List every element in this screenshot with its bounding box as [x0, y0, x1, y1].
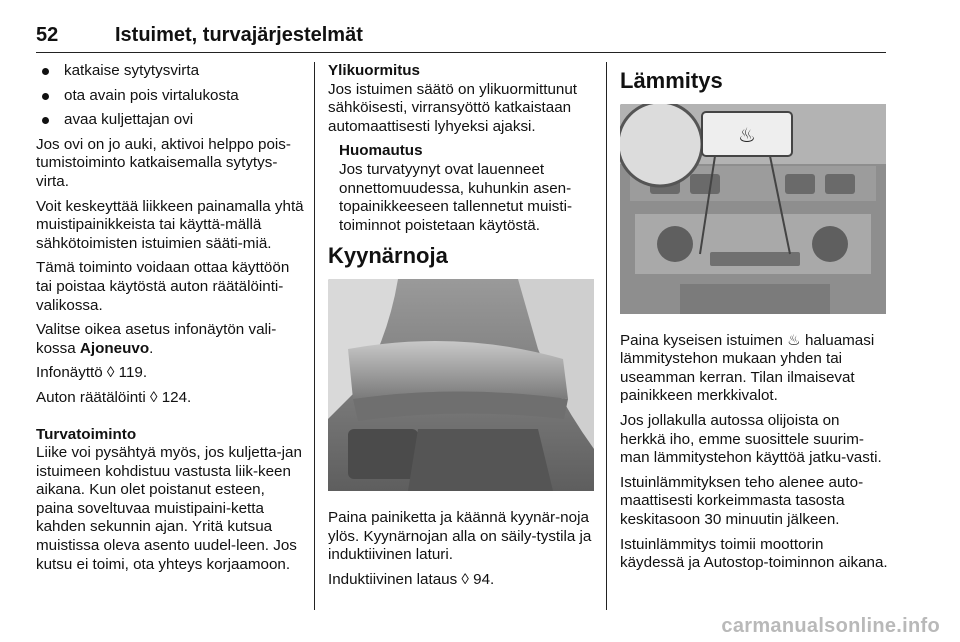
paragraph: Jos ovi on jo auki, aktivoi helppo pois-tumistoiminto katkaisemalla sytytys-virta. [36, 135, 291, 190]
page-title: Istuimet, turvajärjestelmät [115, 24, 363, 46]
bullet-icon [42, 93, 49, 100]
column-divider [606, 62, 607, 610]
paragraph: Tämä toiminto voidaan ottaa käyttöön tai poistaa käytöstä auton räätälöinti-valikossa. [36, 259, 290, 314]
svg-text:♨: ♨ [738, 123, 756, 147]
cross-reference[interactable]: Infonäyttö ◊ 119. [36, 364, 148, 382]
page-number: 52 [36, 24, 59, 46]
paragraph: Voit keskeyttää liikkeen painamalla yhtä muistipainikkeista tai käyttä-mällä sähkötoimisten istuimien sääti-miä. [36, 197, 304, 252]
paragraph: Paina kyseisen istuimen ♨ haluamasi lämmitystehon mukaan yhden tai useamman kerran. Tilan ilmaisevat painikkeen merkkivalot. [620, 331, 875, 405]
section-heading: Lämmitys [620, 68, 723, 93]
watermark: carmanualsonline.info [721, 615, 940, 637]
paragraph: Paina painiketta ja käännä kyynär-noja ylös. Kyynärnojan alla on säily-tystila ja induktiivinen laturi. [328, 508, 592, 564]
seat-heating-photo [620, 104, 888, 320]
subheading: Turvatoiminto [36, 425, 137, 443]
column-right [620, 62, 888, 579]
list-item: katkaise sytytysvirta [36, 62, 304, 81]
cross-reference[interactable]: Induktiivinen lataus ◊ 94. [328, 570, 495, 588]
armrest-photo [328, 279, 596, 497]
subheading: Ylikuormitus [328, 62, 420, 79]
section-heading: Kyynärnoja [328, 243, 448, 269]
list-item: avaa kuljettajan ovi [36, 111, 304, 130]
note-box [328, 142, 594, 235]
column-middle [328, 62, 594, 595]
cross-reference[interactable]: Auton räätälöinti ◊ 124. [36, 388, 192, 406]
list-item: ota avain pois virtalukosta [36, 87, 304, 106]
page-header [36, 24, 886, 53]
bullet-icon [42, 117, 49, 124]
paragraph: Jos jollakulla autossa olijoista on herkkä iho, emme suosittele suurim-man lämmitystehon käyttöä jatku-vasti. [620, 411, 882, 467]
column-left [36, 62, 304, 580]
column-divider [314, 62, 315, 610]
paragraph: Istuinlämmitys toimii moottorin käydessä ja Autostop-toiminnon aikana. [620, 535, 888, 572]
note-text: Jos turvatyynyt ovat lauenneet onnettomuudessa, kuhunkin asen-topainikkeeseen tallennetut muisti-toiminnot poistetaan käytöstä. [339, 160, 573, 234]
bullet-list [36, 62, 304, 130]
paragraph: Istuinlämmityksen teho alenee auto-maattisesti korkeimmasta tasosta keskitasoon 30 minuutin jälkeen. [620, 473, 864, 528]
note-heading: Huomautus [339, 142, 423, 160]
paragraph: Jos istuimen säätö on ylikuormittunut sähköisesti, virransyöttö katkaistaan automaattisesti lyhyeksi ajaksi. [328, 80, 578, 135]
menu-name: Ajoneuvo [79, 339, 150, 357]
bullet-icon [42, 68, 49, 75]
paragraph: Valitse oikea asetus infonäytön vali-kossa Ajoneuvo. [36, 321, 277, 357]
paragraph: Liike voi pysähtyä myös, jos kuljetta-jan istuimeen kohdistuu vastusta liik-keen aikana. Kun olet poistanut esteen, paina soveltuvaa muistipaini-ketta kahden sekunnin ajan. Yritä kutsua muistissa oleva asento uudel-leen. Jos kutsu ei toimi, ota yhteys korjaamoon. [36, 444, 302, 573]
